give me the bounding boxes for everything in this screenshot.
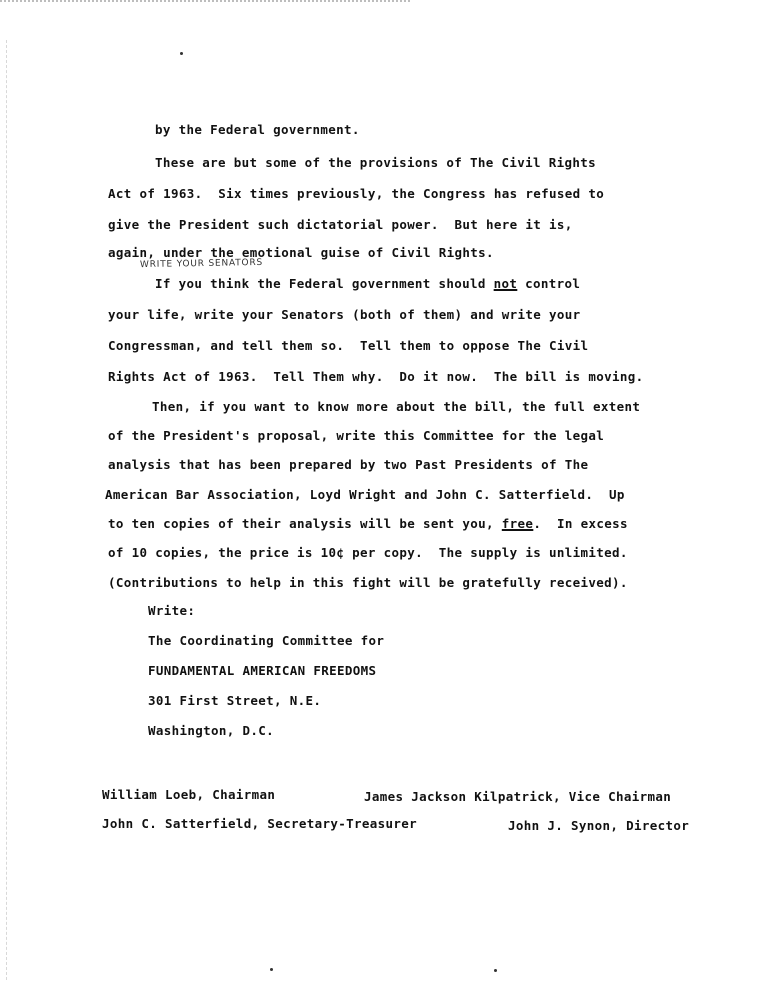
text-span: to ten copies of their analysis will be sent you, (108, 516, 502, 531)
underlined-word: not (493, 276, 518, 291)
text-line: give the President such dictatorial power. But here it is, (108, 217, 573, 232)
scan-edge-top (0, 0, 410, 2)
address-line: 301 First Street, N.E. (148, 693, 322, 708)
text-line: American Bar Association, Loyd Wright and John C. Satterfield. Up (105, 487, 625, 502)
text-line (155, 276, 580, 292)
address-line: Write: (148, 603, 196, 618)
officer-line: John J. Synon, Director (508, 818, 690, 833)
text-line: again, under the emotional guise of Civil Rights. (108, 245, 494, 260)
address-line: FUNDAMENTAL AMERICAN FREEDOMS (148, 663, 377, 678)
underlined-word: free (501, 516, 534, 531)
officer-line: James Jackson Kilpatrick, Vice Chairman (364, 789, 672, 804)
text-line: Rights Act of 1963. Tell Them why. Do it now. The bill is moving. (108, 369, 644, 384)
text-line: Congressman, and tell them so. Tell them to oppose The Civil (108, 338, 589, 353)
handwritten-note: WRITE YOUR SENATORS (139, 257, 264, 271)
text-span: If you think the Federal government should (155, 276, 494, 291)
text-span: . In excess (533, 516, 628, 531)
scan-speck (494, 969, 497, 972)
text-line: (Contributions to help in this fight will be gratefully received). (108, 575, 628, 590)
text-line: analysis that has been prepared by two Past Presidents of The (108, 457, 589, 472)
text-line: by the Federal government. (155, 122, 360, 137)
address-line: The Coordinating Committee for (148, 633, 385, 648)
address-line: Washington, D.C. (148, 723, 275, 738)
text-line: of the President's proposal, write this Committee for the legal (108, 428, 605, 443)
officer-line: John C. Satterfield, Secretary-Treasurer (102, 816, 418, 831)
text-line: of 10 copies, the price is 10¢ per copy. The supply is unlimited. (108, 545, 628, 560)
officer-line: William Loeb, Chairman (102, 787, 276, 802)
text-line: Act of 1963. Six times previously, the Congress has refused to (108, 186, 605, 201)
text-line: These are but some of the provisions of The Civil Rights (155, 155, 597, 170)
scan-speck (180, 52, 183, 55)
text-line (108, 516, 628, 532)
scan-edge-left (6, 40, 7, 980)
text-span: control (517, 276, 581, 291)
text-line: your life, write your Senators (both of them) and write your (108, 307, 581, 322)
text-line: Then, if you want to know more about the bill, the full extent (152, 399, 641, 414)
scan-speck (270, 968, 273, 971)
